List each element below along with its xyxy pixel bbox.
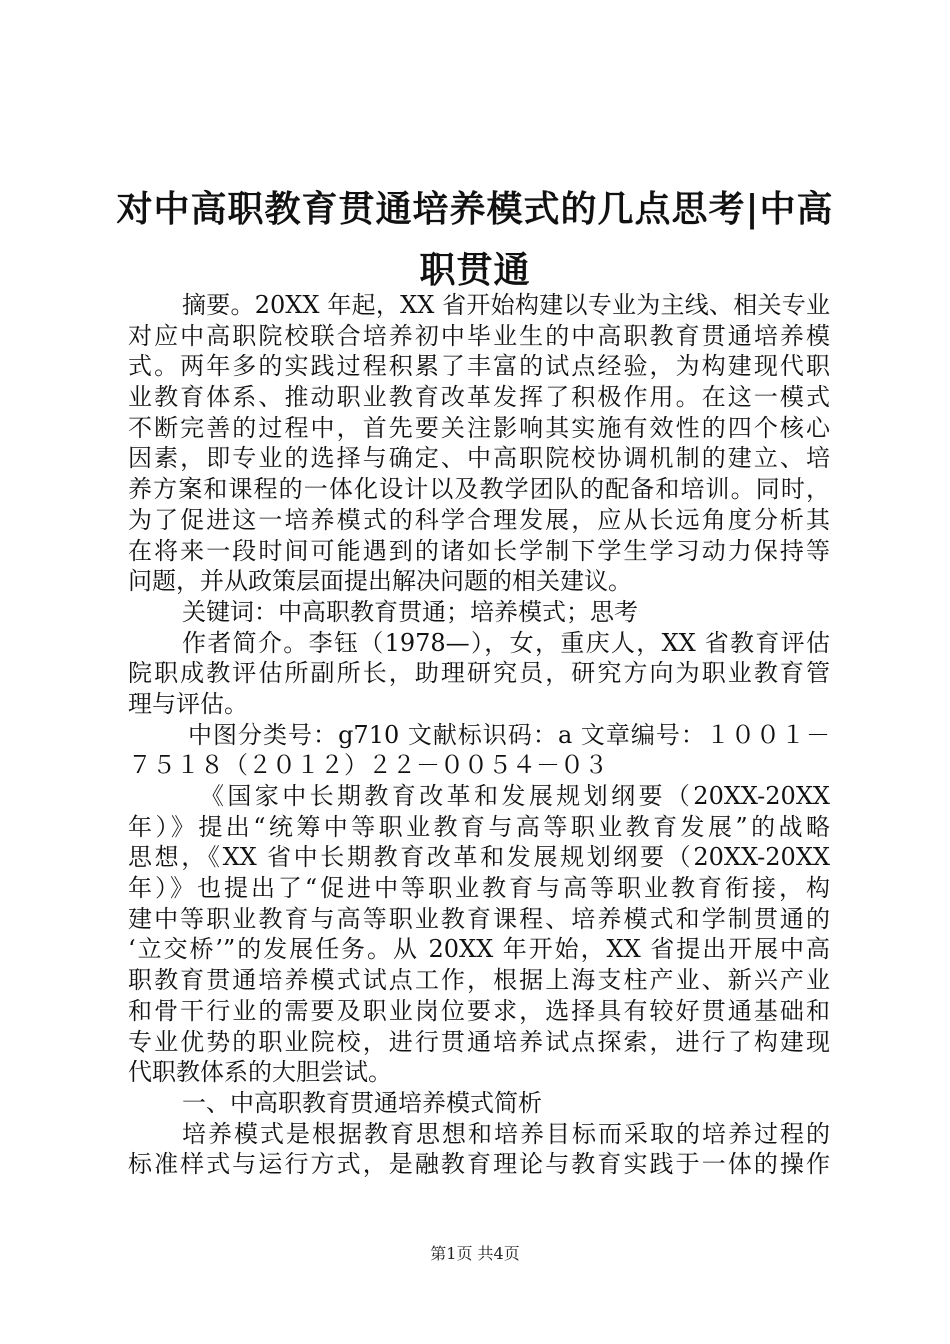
abstract-line: 为了促进这一培养模式的科学合理发展，应从长远角度分析其 bbox=[128, 505, 830, 534]
paragraph-line: 培养模式是根据教育思想和培养目标而采取的培养过程的 bbox=[182, 1119, 830, 1148]
section-heading: 一、中高职教育贯通培养模式简析 bbox=[182, 1088, 542, 1117]
page-footer: 第1页 共4页 bbox=[430, 1244, 520, 1263]
keywords-line: 关键词：中高职教育贯通；培养模式；思考 bbox=[182, 597, 638, 626]
paragraph-line: 职教育贯通培养模式试点工作，根据上海支柱产业、新兴产业 bbox=[128, 966, 830, 995]
abstract-line: 养方案和课程的一体化设计以及教学团队的配备和培训。同时， bbox=[128, 475, 830, 504]
document-title-line-1: 对中高职教育贯通培养模式的几点思考|中高 bbox=[116, 188, 834, 230]
classification-line: 中图分类号：g710 文献标识码：a 文章编号：１００１－ bbox=[188, 720, 830, 749]
abstract-line: 对应中高职院校联合培养初中毕业生的中高职教育贯通培养模 bbox=[128, 321, 830, 350]
abstract-line: 摘要。20XX 年起，XX 省开始构建以专业为主线、相关专业 bbox=[182, 291, 830, 319]
paragraph-line: 标准样式与运行方式，是融教育理论与教育实践于一体的操作 bbox=[128, 1150, 830, 1179]
document-title-line-2: 职贯通 bbox=[419, 249, 531, 291]
paragraph-line: 《国家中长期教育改革和发展规划纲要（20XX-20XX bbox=[200, 782, 830, 810]
paragraph-line: 建中等职业教育与高等职业教育课程、培养模式和学制贯通的 bbox=[128, 904, 830, 933]
paragraph-line: 代职教体系的大胆尝试。 bbox=[128, 1058, 392, 1087]
author-line: 作者简介。李钰（1978—），女，重庆人，XX 省教育评估 bbox=[182, 628, 830, 657]
abstract-line: 不断完善的过程中，首先要关注影响其实施有效性的四个核心 bbox=[128, 413, 830, 442]
paragraph-line: 专业优势的职业院校，进行贯通培养试点探索，进行了构建现 bbox=[128, 1027, 830, 1056]
classification-line: ７５１８（２０１２）２２－００５４－０３ bbox=[128, 751, 608, 780]
paragraph-line: 年）》提出“统筹中等职业教育与高等职业教育发展”的战略 bbox=[128, 812, 830, 841]
abstract-line: 因素，即专业的选择与确定、中高职院校协调机制的建立、培 bbox=[128, 444, 830, 473]
author-line: 理与评估。 bbox=[128, 689, 248, 718]
abstract-line: 在将来一段时间可能遇到的诸如长学制下学生学习动力保持等 bbox=[128, 536, 830, 565]
paragraph-line: 和骨干行业的需要及职业岗位要求，选择具有较好贯通基础和 bbox=[128, 996, 830, 1025]
paragraph-line: 年）》也提出了“促进中等职业教育与高等职业教育衔接，构 bbox=[128, 874, 830, 903]
abstract-line: 业教育体系、推动职业教育改革发挥了积极作用。在这一模式 bbox=[128, 383, 830, 412]
abstract-line: 式。两年多的实践过程积累了丰富的试点经验，为构建现代职 bbox=[128, 352, 830, 381]
abstract-line: 问题，并从政策层面提出解决问题的相关建议。 bbox=[128, 567, 632, 596]
paragraph-line: 思想，《XX 省中长期教育改革和发展规划纲要（20XX-20XX bbox=[128, 843, 830, 872]
document-body bbox=[128, 290, 830, 1180]
author-line: 院职成教评估所副所长，助理研究员，研究方向为职业教育管 bbox=[128, 659, 830, 688]
paragraph-line: ‘立交桥’”的发展任务。从 20XX 年开始，XX 省提出开展中高 bbox=[128, 935, 830, 964]
